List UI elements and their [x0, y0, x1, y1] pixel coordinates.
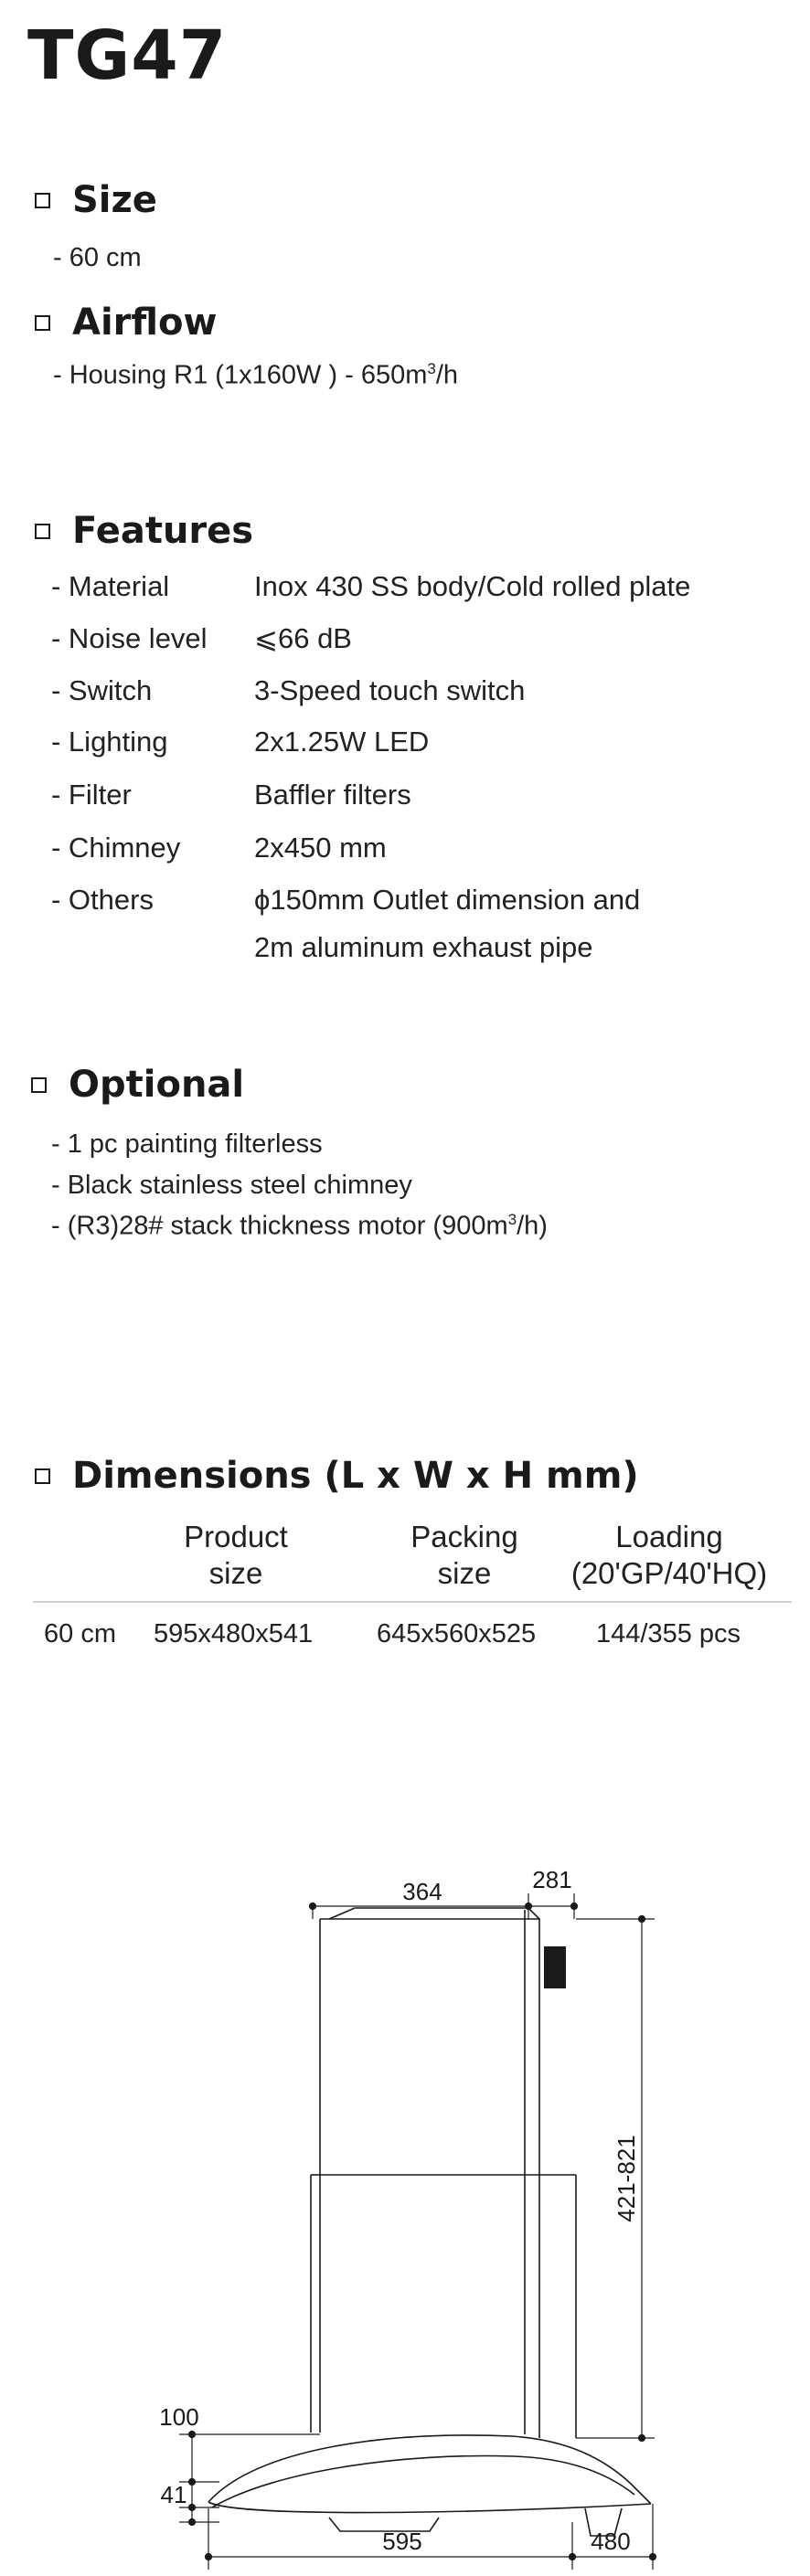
dim-dot [639, 2435, 645, 2442]
hood-top-curve [208, 2435, 651, 2504]
chimney-top-edge [329, 1908, 539, 1919]
checkbox-square-icon [35, 193, 50, 208]
column-header-line: (20'GP/40'HQ) [570, 1556, 768, 1590]
dim-dot [310, 1903, 316, 1910]
checkbox-square-icon [35, 524, 50, 539]
feature-value: Inox 430 SS body/Cold rolled plate [254, 570, 691, 602]
feature-value: 2x1.25W LED [254, 726, 430, 758]
column-header-loading [560, 1519, 779, 1592]
column-header-line: Loading [615, 1520, 723, 1553]
hood-rear-bracket [585, 2508, 622, 2536]
dim-dot [639, 1916, 645, 1923]
feature-value: 3-Speed touch switch [254, 674, 526, 706]
chimney-outline [320, 1919, 539, 2438]
dim-label-hood-height: 100 [159, 2403, 199, 2431]
feature-value: Baffler filters [254, 779, 411, 811]
control-panel-icon [544, 1946, 566, 1988]
feature-value: ϕ150mm Outlet dimension and [254, 884, 641, 916]
table-cell-size: 60 cm [44, 1619, 116, 1648]
table-cell-loading: 144/355 pcs [596, 1619, 741, 1648]
dim-label-depth: 480 [591, 2528, 631, 2555]
dim-dot [650, 2554, 656, 2560]
optional-section-header [31, 1064, 244, 1106]
feature-value: 2m aluminum exhaust pipe [254, 931, 593, 963]
airflow-item-text: - Housing R1 (1x160W ) - 650m [53, 360, 428, 390]
dim-label-top-width: 364 [402, 1878, 442, 1905]
airflow-section-header [35, 302, 217, 344]
dim-dot [570, 2554, 576, 2560]
hood-glass-inner [212, 2455, 634, 2507]
dim-dot [189, 2432, 196, 2438]
checkbox-square-icon [35, 1468, 50, 1484]
feature-label: - Switch [51, 674, 153, 706]
optional-item [51, 1211, 548, 1242]
dimensions-heading: Dimensions (L x W x H mm) [72, 1455, 639, 1497]
dim-label-width: 595 [382, 2528, 422, 2555]
airflow-heading: Airflow [72, 302, 218, 344]
optional-motor-text: - (R3)28# stack thickness motor (900m [51, 1211, 508, 1241]
optional-item: - Black stainless steel chimney [51, 1171, 412, 1200]
airflow-item-sup: 3 [427, 360, 436, 377]
column-header-line: size [208, 1556, 263, 1590]
feature-label: - Others [51, 884, 154, 916]
hood-bottom-light [329, 2518, 439, 2531]
features-heading: Features [72, 510, 254, 552]
table-cell-packing: 645x560x525 [377, 1619, 537, 1648]
checkbox-square-icon [31, 1077, 47, 1093]
dim-dot [189, 2479, 196, 2486]
feature-label: - Chimney [51, 832, 181, 864]
airflow-item [53, 360, 458, 391]
column-header-line: Product [184, 1520, 288, 1553]
dim-label-edge-height: 41 [160, 2481, 187, 2508]
column-header-line: size [437, 1556, 492, 1590]
optional-motor-end: /h) [517, 1211, 548, 1241]
dim-dot [189, 2505, 196, 2511]
size-heading: Size [72, 179, 157, 221]
hood-bottom-edge [208, 2502, 651, 2513]
feature-label: - Noise level [51, 622, 208, 654]
optional-item: - 1 pc painting filterless [51, 1129, 323, 1159]
dim-label-top-depth: 281 [532, 1866, 572, 1893]
optional-heading: Optional [69, 1064, 245, 1106]
size-item: - 60 cm [53, 243, 142, 272]
feature-label: - Material [51, 570, 170, 602]
feature-value: ⩽66 dB [254, 622, 352, 654]
feature-label: - Filter [51, 779, 132, 811]
dim-dot [571, 1903, 578, 1910]
optional-motor-sup: 3 [507, 1211, 517, 1228]
table-cell-product: 595x480x541 [154, 1619, 314, 1648]
feature-label: - Lighting [51, 726, 168, 758]
dimensions-section-header [35, 1455, 639, 1497]
features-section-header [35, 510, 253, 552]
feature-value: 2x450 mm [254, 832, 387, 864]
dim-label-height-range: 421-821 [613, 2135, 640, 2222]
column-header-line: Packing [410, 1520, 518, 1553]
airflow-item-end: /h [435, 360, 459, 390]
table-divider [33, 1601, 792, 1603]
model-title: TG47 [27, 16, 228, 95]
dim-dot [526, 1903, 532, 1910]
column-header-product [163, 1519, 309, 1592]
checkbox-square-icon [35, 315, 50, 331]
dim-dot [206, 2554, 212, 2560]
dim-dot [189, 2519, 196, 2526]
size-section-header [35, 179, 157, 221]
column-header-packing [391, 1519, 538, 1592]
